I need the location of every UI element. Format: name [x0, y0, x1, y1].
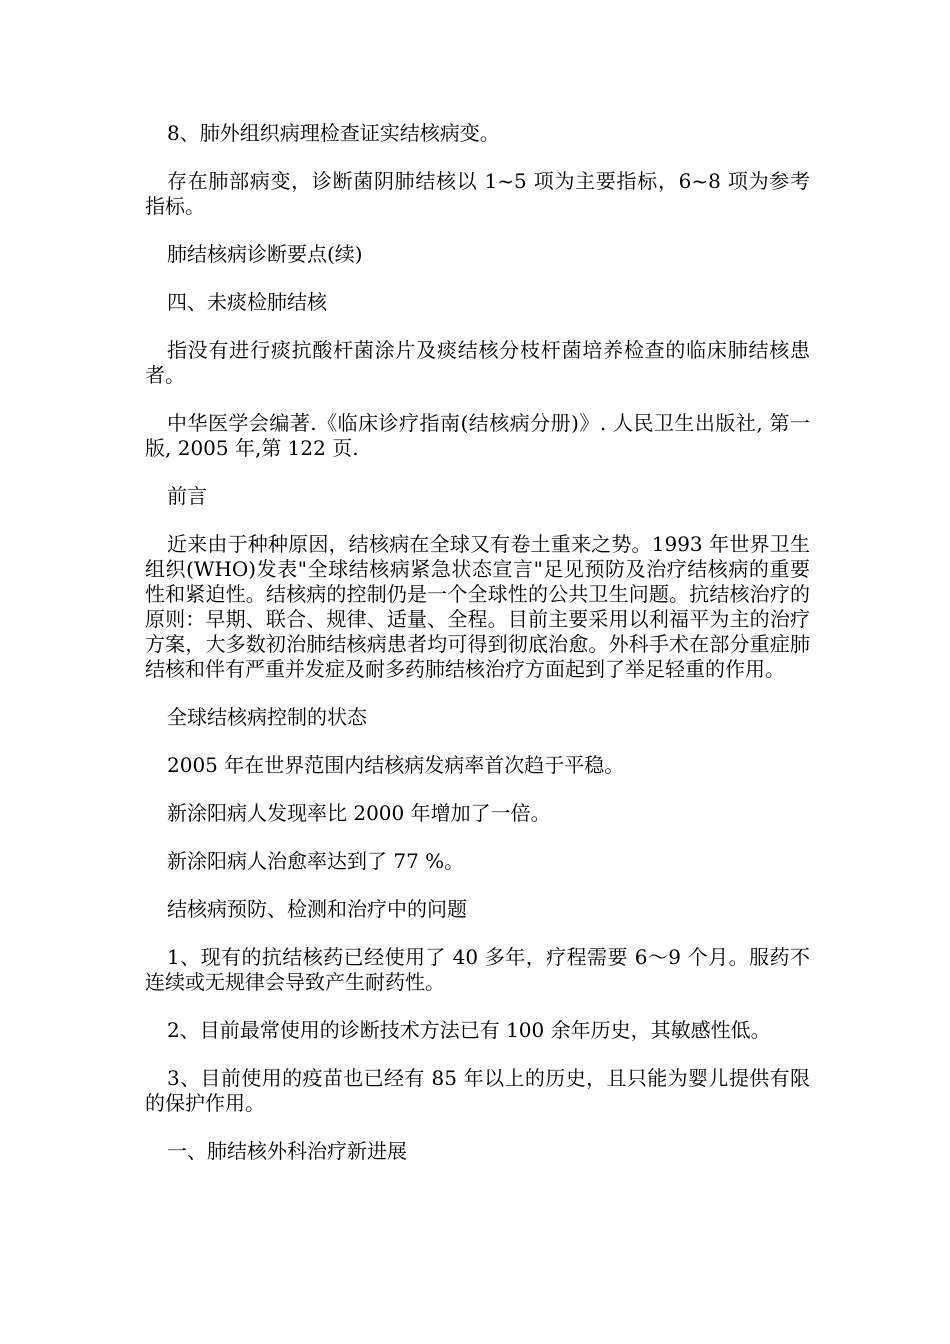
section-heading-surgical-progress: 一、肺结核外科治疗新进展	[167, 1139, 407, 1163]
paragraph-problem-3-vaccine: 3、目前使用的疫苗也已经有 85 年以上的历史，且只能为婴儿提供有限的保护作用。	[145, 1066, 810, 1115]
paragraph-cure-rate: 新涂阳病人治愈率达到了 77 %。	[167, 849, 465, 873]
paragraph-problem-2-diagnosis: 2、目前最常使用的诊断技术方法已有 100 余年历史，其敏感性低。	[167, 1018, 771, 1042]
paragraph-preface-body: 近来由于种种原因，结核病在全球又有卷土重来之势。1993 年世界卫生组织(WHO)发表"全球结核病紧急状态宣言"足见预防及治疗结核病的重要性和紧迫性。结核病的控制仍是一个全球性的公共卫生问题。抗结核治疗的原则：早期、联合、规律、适量、全程。目前主要采用以利福平为主的治疗方案，大多数初治肺结核病患者均可得到彻底治愈。外科手术在部分重症肺结核和伴有严重并发症及耐多药肺结核治疗方面起到了举足轻重的作用。	[145, 532, 810, 681]
paragraph-problem-1-drugs: 1、现有的抗结核药已经使用了 40 多年，疗程需要 6～9 个月。服药不连续或无规律会导致产生耐药性。	[145, 945, 810, 994]
paragraph-incidence-stable: 2005 年在世界范围内结核病发病率首次趋于平稳。	[167, 753, 625, 777]
paragraph-no-sputum-definition: 指没有进行痰抗酸杆菌涂片及痰结核分枝杆菌培养检查的临床肺结核患者。	[145, 338, 810, 387]
section-heading-problems: 结核病预防、检测和治疗中的问题	[167, 897, 467, 921]
section-heading-diagnosis-continued: 肺结核病诊断要点(续)	[167, 242, 363, 266]
paragraph-smear-negative-criteria: 存在肺部病变，诊断菌阴肺结核以 1~5 项为主要指标，6~8 项为参考指标。	[145, 169, 810, 218]
document-page	[145, 121, 810, 1187]
paragraph-detection-rate: 新涂阳病人发现率比 2000 年增加了一倍。	[167, 801, 551, 825]
section-heading-preface: 前言	[167, 484, 207, 508]
section-heading-global-status: 全球结核病控制的状态	[167, 705, 367, 729]
paragraph-item-8-extrapulmonary: 8、肺外组织病理检查证实结核病变。	[167, 121, 500, 145]
paragraph-reference: 中华医学会编著.《临床诊疗指南(结核病分册)》. 人民卫生出版社, 第一版, 2005 年,第 122 页.	[145, 411, 810, 460]
section-heading-no-sputum-test: 四、未痰检肺结核	[167, 290, 327, 314]
